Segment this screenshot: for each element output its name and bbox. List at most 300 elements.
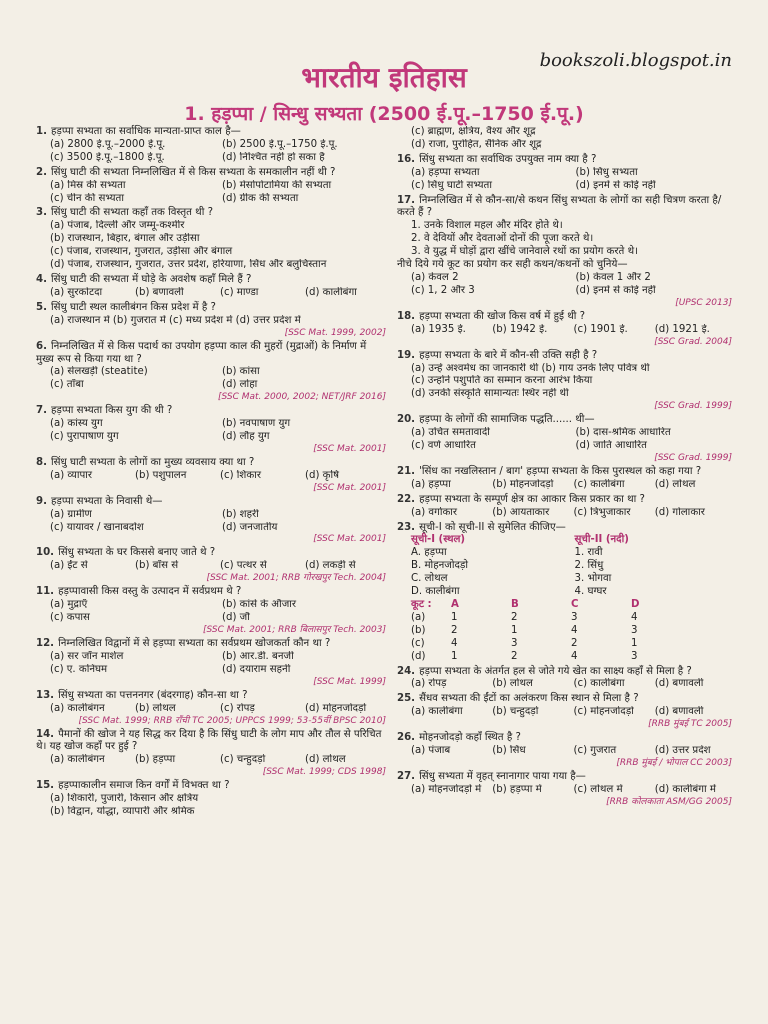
exam-source: [SSC Mat. 2001; RRB गोरखपुर Tech. 2004] [206,573,386,584]
answer-option: (a) कालीबंगन [50,754,105,766]
exam-source: [RRB मुंबई TC 2005] [648,719,732,730]
question-number: 10. [36,547,55,559]
question-stem: सिंधु सभ्यता के घर किससे बनाए जाते थे ? [58,547,216,559]
code-cell: 4 [571,624,578,636]
question-number: 27. [397,770,416,782]
answer-option: (c) रोपड़ [220,702,255,714]
question-text [397,414,732,427]
question-stem: सिंधु सभ्यता में वृहत् स्नानागार पाया गया है— [419,770,586,782]
answer-option: (d) इनमें से कोई नहीं [575,284,656,296]
question-stem: पैमानों की खोज ने यह सिद्ध कर दिया है कि सिंधु घाटी के लोग माप और तौल से परिचित थे। यह खोज कहाँ पर हुई ? [36,728,382,753]
question-text [36,690,386,703]
code-table [397,599,732,664]
answer-option: (d) गोलाकार [654,506,705,518]
answer-option: (a) ग्रामीण [50,508,92,520]
option-group [36,220,386,272]
question-block [397,350,732,413]
exam-source: [RRB कोलकाता ASM/GG 2005] [606,796,732,807]
code-cell: 3 [631,624,638,636]
answer-option: (d) लोहा [222,379,258,391]
answer-option: (b) नवपाषाण युग [222,418,291,430]
answer-option: (c) त्रिभुजाकार [573,506,631,518]
answer-option: (d) जनजातीय [222,521,278,533]
answer-option: (c) ब्राह्मण, क्षत्रिय, वैश्य और शूद्र [411,126,536,137]
answer-option: (a) उन्हें अश्वमेध का जानकारी थी (b) गाय उनके लिए पवित्र थी [411,362,650,374]
answer-option: (d) कृषि [305,469,340,481]
code-cell: 1 [451,611,458,623]
question-stem: निम्नलिखित में से कौन-सा/से कथन सिंधु सभ्यता के लोगों का सही चित्रण करता है/करते हैं ? [397,194,722,219]
list-2-item: 1. रावी [574,547,603,559]
code-row [411,651,732,664]
answer-option: (d) बणावली [654,678,704,690]
option-group [36,315,386,328]
question-text [397,466,732,479]
question-stem: सिंधु सभ्यता का सर्वाधिक उपयुक्त नाम क्या है ? [419,153,597,165]
question-text [36,341,386,367]
question-number: 4. [36,273,47,285]
answer-option: (c) सिंधु घाटी सभ्यता [411,179,492,191]
question-stem: निम्नलिखित विद्वानों में से हड़प्पा सभ्यता का सर्वप्रथम खोजकर्ता कौन था ? [58,638,331,649]
option-group [36,509,386,535]
question-number: 23. [397,521,416,533]
answer-option: (a) सर जॉन मार्शल [50,650,124,662]
option-group [397,784,732,797]
option-group [397,272,732,298]
option-group [397,507,732,520]
code-row [411,638,732,651]
question-block [397,466,732,492]
question-text [397,522,732,535]
answer-option: (d) उत्तर प्रदेश [654,745,711,757]
option-group [36,793,386,819]
question-number: 11. [36,586,55,598]
code-cell: 4 [571,650,578,662]
question-stem: सिंधु घाटी स्थल कालीबंगन किस प्रदेश में है ? [50,301,216,313]
answer-option: (d) लौह युग [222,431,270,443]
question-number: 13. [36,689,55,701]
answer-option: (c) गुजरात [573,745,617,757]
list-1-heading: सूची-I (स्थल) [411,534,466,546]
list-2-item: 4. घग्घर [574,586,607,598]
question-instruction: नीचे दिये गये कूट का प्रयोग कर सही कथन/कथनों को चुनिये— [397,259,628,271]
match-table [397,534,732,599]
answer-option: (c) माण्डा [220,286,259,298]
answer-option: (a) हड़प्पा सभ्यता [411,166,480,178]
statement: 2. वे देवियों और देवताओं दोनों की पूजा करते थे। [411,233,594,245]
exam-source: [SSC Mat. 1999; CDS 1998] [262,767,386,778]
answer-option: (b) बाँस से [135,560,179,572]
question-stem: हड़प्पा के लोगों की सामाजिक पद्धति...... थी— [419,414,595,426]
answer-option: (b) दास-श्रमिक आधारित [575,427,671,439]
left-column [36,126,386,821]
answer-option: (c) कालीबंगा [573,478,625,490]
option-group [397,167,732,193]
question-stem: सिंधु घाटी की सभ्यता में घोड़े के अवशेष कहाँ मिले हैं ? [50,273,252,285]
option-group [36,180,386,206]
list-1-item: B. मोहनजोदड़ो [411,560,468,572]
code-cell: 4 [631,611,638,623]
question-text [397,693,732,706]
question-number: 14. [36,728,55,740]
exam-source: [SSC Mat. 2001] [313,534,386,545]
page-title: भारतीय इतिहास [301,61,467,94]
question-stem: हड़प्पा सभ्यता किस युग की थी ? [50,405,173,417]
question-stem: 'सिंध का नखलिस्तान / बाग' हड़प्पा सभ्यता के किस पुरास्थल को कहा गया ? [419,465,702,477]
question-block [36,547,386,584]
answer-option: (c) पुरापाषाण युग [50,431,119,443]
answer-option: (a) व्यापार [50,469,93,481]
answer-option: (c) वर्ण आधारित [411,440,476,452]
code-cell: 1 [451,650,458,662]
question-block [36,586,386,636]
code-cell: 1 [511,624,518,636]
option-group [36,754,386,767]
answer-option: (a) मिस्र की सभ्यता [50,179,126,191]
question-block [36,780,386,819]
code-cell: 2 [571,637,578,649]
code-header-row [411,599,732,612]
option-group [397,745,732,758]
answer-option: (c) ताँबा [50,379,84,391]
question-stem: सिंधु घाटी की सभ्यता निम्नलिखित में से किस सभ्यता के समकालीन नहीं थी ? [50,166,336,178]
question-number: 3. [36,207,47,219]
answer-option: (a) ईंट से [50,560,88,572]
answer-option: (b) कांसा [222,366,260,378]
question-number: 25. [397,693,416,705]
answer-option: (b) पशुपालन [135,469,187,481]
answer-option: (c) चीन की सभ्यता [50,192,124,204]
question-text [397,666,732,679]
answer-option: (d) मोहनजोदड़ो [305,702,367,714]
answer-option: (d) जौ [222,612,250,624]
answer-option: (b) शहरी [222,508,259,520]
question-text [36,405,386,418]
question-block [397,311,732,348]
answer-option: (b) 1942 ई. [492,323,548,335]
answer-option: (b) हड़प्पा [135,754,176,766]
question-number: 2. [36,166,47,178]
exam-source: [SSC Mat. 2001] [313,443,386,454]
answer-option: (c) उन्होंने पशुपति का सम्मान करना आरंभ किया [411,375,593,387]
exam-source: [SSC Mat. 1999, 2002] [284,327,386,338]
answer-option: (d) 1921 ई. [654,323,710,335]
question-block [397,732,732,769]
exam-source: [SSC Mat. 2001] [313,482,386,493]
question-block [397,666,732,692]
question-block [397,126,732,152]
code-cell: (b) [411,624,426,636]
question-stem: हड़प्पा सभ्यता के सम्पूर्ण क्षेत्र का आकार किस प्रकार का था ? [419,493,645,505]
question-stem: हड़प्पा सभ्यता का सर्वाधिक मान्यता-प्राप्त काल है— [50,126,241,137]
list-1-item: D. कालीबंगा [411,586,460,598]
answer-option: (a) मोहनजोदड़ो में [411,783,482,795]
question-block [36,302,386,339]
question-block [397,693,732,730]
question-text [397,154,732,167]
answer-option: (b) आयताकार [492,506,550,518]
code-header-cell: D [631,599,640,610]
answer-option: (c) कालीबंगा [573,678,625,690]
option-group [36,651,386,677]
answer-option: (d) ग्रीक की सभ्यता [222,192,299,204]
answer-option: (a) राजस्थान में (b) गुजरात में (c) मध्य प्रदेश में (d) उत्तर प्रदेश में [50,314,301,326]
question-block [36,496,386,546]
answer-option: (d) निश्चित नहीं हो सका है [222,151,325,163]
question-text [36,586,386,599]
answer-option: (d) इनमें से कोई नहीं [575,179,656,191]
answer-option: (d) राजा, पुरोहित, सैनिक और शूद्र [411,138,542,150]
answer-option: (d) कालीबंगा [305,286,357,298]
site-watermark: bookszoli.blogspot.in [539,50,732,71]
answer-option: (a) सेलखड़ी (steatite) [50,366,148,378]
question-stem: सिंधु घाटी सभ्यता के लोगों का मुख्य व्यवसाय क्या था ? [50,456,255,468]
question-number: 8. [36,456,47,468]
code-header-cell: B [511,599,519,610]
answer-option: (d) पंजाब, राजस्थान, गुजरात, उत्तर प्रदेश, हरियाणा, सिंध और बलुचिस्तान [50,259,327,271]
question-text [397,195,732,221]
question-block [397,414,732,464]
question-stem: मोहनजोदड़ो कहाँ स्थित है ? [419,732,521,744]
code-row [411,612,732,625]
question-number: 24. [397,665,416,677]
answer-option: (a) 2800 ई.पू.–2000 ई.पू. [50,138,166,150]
answer-option: (a) पंजाब [411,745,451,757]
exam-source: [SSC Mat. 1999] [313,676,386,687]
answer-option: (a) वर्गाकार [411,506,458,518]
exam-source: [SSC Grad. 1999] [654,452,732,463]
question-text [397,732,732,745]
answer-option: (a) हड़प्पा [411,478,451,490]
question-text [36,457,386,470]
answer-option: (a) पंजाब, दिल्ली और जम्मू-कश्मीर [50,220,185,232]
answer-option: (c) कपास [50,612,90,624]
option-group [397,363,732,402]
code-cell: 3 [631,650,638,662]
question-block [36,729,386,779]
exam-source: [SSC Grad. 2004] [654,336,732,347]
answer-option: (c) ए. कनिंघम [50,663,108,675]
option-group [397,126,732,152]
option-group [36,599,386,625]
code-cell: 3 [571,611,578,623]
code-cell: (d) [411,650,426,662]
answer-option: (b) चन्हुदड़ो [492,706,539,718]
exam-source: [RRB मुंबई / भोपाल CC 2003] [616,757,732,768]
question-text [36,274,386,287]
exam-source: [UPSC 2013] [675,297,732,308]
list-1-item: A. हड़प्पा [411,547,447,559]
question-number: 6. [36,340,47,352]
question-number: 5. [36,301,47,313]
question-number: 1. [36,126,47,137]
answer-option: (b) मेसोपोटामिया की सभ्यता [222,179,332,191]
exam-source: [SSC Grad. 1999] [654,401,732,412]
question-block [397,522,732,664]
answer-option: (c) यायावर / खानाबदोश [50,521,144,533]
answer-option: (a) 1935 ई. [411,323,466,335]
question-number: 26. [397,732,416,744]
answer-option: (c) शिकार [220,469,261,481]
question-stem: हड़प्पा सभ्यता के बारे में कौन-सी उक्ति सही है ? [419,349,598,361]
code-cell: (a) [411,611,426,623]
option-group [36,366,386,392]
code-row [411,625,732,638]
answer-option: (b) बणावली [135,286,184,298]
answer-option: (b) लोथल [492,678,533,690]
answer-option: (a) कालीबंगा [411,706,463,718]
question-stem: हड़प्पावासी किस वस्तु के उत्पादन में सर्वप्रथम थे ? [58,586,242,598]
answer-option: (c) पत्थर से [220,560,267,572]
question-text [36,167,386,180]
question-block [397,154,732,193]
answer-option: (d) लोथल [654,478,696,490]
exam-source: [SSC Mat. 1999; RRB राँची TC 2005; UPPCS 1999; 53-55वीं BPSC 2010] [78,715,386,726]
option-group [36,560,386,573]
code-header-cell: A [451,599,459,610]
code-cell: 2 [511,611,518,623]
list-2-item: 2. सिंधु [574,560,604,572]
question-text [36,302,386,315]
question-stem: सैंधव सभ्यता की ईंटों का अलंकरण किस स्थान से मिला है ? [419,693,639,705]
question-block [36,638,386,688]
answer-option: (d) दयाराम सहनी [222,663,291,675]
answer-option: (a) सुरकोटदा [50,286,103,298]
question-text [397,311,732,324]
code-cell: 1 [631,637,638,649]
answer-option: (b) मोहनजोदड़ो [492,478,554,490]
statement-list [397,220,732,259]
answer-option: (b) 2500 ई.पू.–1750 ई.पू. [222,138,338,150]
list-2-heading: सूची-II (नदी) [574,534,629,546]
question-block [397,771,732,808]
question-number: 22. [397,493,416,505]
right-column [397,126,732,810]
answer-option: (b) सिंधु सभ्यता [575,166,638,178]
question-block [36,341,386,404]
question-number: 18. [397,310,416,322]
statement: 3. वे युद्ध में घोड़ों द्वारा खींचे जानेवाले रथों का प्रयोग करते थे। [411,246,638,258]
question-block [397,494,732,520]
statement: 1. उनके विशाल महल और मंदिर होते थे। [411,220,563,232]
answer-option: (c) लोथल में [573,783,623,795]
question-block [36,126,386,165]
answer-option: (a) कांस्य युग [50,418,103,430]
code-header-cell: कूट : [411,599,432,610]
answer-option: (a) केवल 2 [411,271,459,283]
question-number: 16. [397,153,416,165]
answer-option: (d) उनकी संस्कृति सामान्यतः स्थिर नहीं थी [411,388,569,400]
question-text [36,547,386,560]
code-cell: 3 [511,637,518,649]
answer-option: (b) आर.डी. बनर्जी [222,650,294,662]
answer-option: (c) 3500 ई.पू.–1800 ई.पू. [50,151,165,163]
option-group [36,139,386,165]
option-group [36,418,386,444]
answer-option: (a) कालीबंगन [50,702,105,714]
question-number: 17. [397,194,416,206]
answer-option: (b) केवल 1 और 2 [575,271,651,283]
question-stem: सूची-I को सूची-II से सुमेलित कीजिए— [419,521,566,533]
answer-option: (c) 1901 ई. [573,323,628,335]
question-stem: हड़प्पा सभ्यता के निवासी थे— [50,495,163,507]
question-text [36,126,386,139]
answer-option: (a) रोपड़ [411,678,447,690]
answer-option: (d) जाति आधारित [575,440,647,452]
question-text [397,771,732,784]
question-text [36,207,386,220]
question-number: 7. [36,405,47,417]
answer-option: (b) विद्वान, योद्धा, व्यापारी और श्रमिक [50,806,195,818]
question-number: 20. [397,414,416,426]
option-group [36,470,386,483]
question-block [36,690,386,727]
question-text [36,638,386,651]
option-group [397,427,732,453]
question-number: 12. [36,638,55,649]
question-number: 9. [36,495,47,507]
code-cell: (c) [411,637,425,649]
answer-option: (a) शिकारी, पुजारी, किसान और क्षत्रिय [50,793,199,805]
answer-option: (a) उचित समतावादी [411,427,490,439]
option-group [397,324,732,337]
question-block [36,457,386,494]
question-stem: हड़प्पा सभ्यता की खोज किस वर्ष में हुई थी ? [419,310,586,322]
answer-option: (c) 1, 2 और 3 [411,284,475,296]
question-text [397,494,732,507]
answer-option: (b) कांसे के औजार [222,599,297,611]
question-stem: निम्नलिखित में से किस पदार्थ का उपयोग हड़प्पा काल की मुहरों (मुद्राओं) के निर्माण में मुख्य रूप से किया गया था ? [36,340,367,365]
answer-option: (d) बणावली [654,706,704,718]
answer-option: (c) चन्हुदड़ो [220,754,266,766]
answer-option: (c) मोहनजोदड़ो [573,706,634,718]
answer-option: (b) लोथल [135,702,176,714]
option-group [36,703,386,716]
question-block [36,167,386,206]
option-group [397,678,732,691]
code-cell: 4 [451,637,458,649]
answer-option: (c) पंजाब, राजस्थान, गुजरात, उड़ीसा और बंगाल [50,246,233,258]
question-text [36,780,386,793]
question-number: 15. [36,780,55,792]
question-number: 21. [397,465,416,477]
answer-option: (d) लकड़ी से [305,560,356,572]
question-block [36,207,386,272]
question-stem: सिंधु घाटी की सभ्यता कहाँ तक विस्तृत थी ? [50,207,213,219]
option-group [397,706,732,719]
question-stem: हड़प्पाकालीन समाज किन वर्गों में विभक्त था ? [58,780,230,792]
option-group [36,287,386,300]
question-text [36,729,386,755]
exam-source: [SSC Mat. 2001; RRB बिलासपुर Tech. 2003] [203,625,386,635]
code-cell: 2 [451,624,458,636]
list-2-item: 3. भोगवा [574,573,612,585]
answer-option: (d) कालीबंगा में [654,783,716,795]
question-number: 19. [397,349,416,361]
answer-option: (b) हड़प्पा में [492,783,542,795]
question-stem: सिंधु सभ्यता का पत्तननगर (बंदरगाह) कौन-सा था ? [58,689,248,701]
question-block [36,274,386,300]
question-text [397,350,732,363]
question-stem: हड़प्पा सभ्यता के अंतर्गत हल से जोते गये खेत का साक्ष्य कहाँ से मिला है ? [419,665,692,677]
chapter-heading: 1. हड़प्पा / सिन्धु सभ्यता (2500 ई.पू.–1750 ई.पू.) [184,103,584,125]
code-header-cell: C [571,599,579,610]
question-block [36,405,386,455]
option-group [397,479,732,492]
answer-option: (a) मुद्राएँ [50,599,88,611]
code-cell: 2 [511,650,518,662]
answer-option: (b) राजस्थान, बिहार, बंगाल और उड़ीसा [50,233,200,245]
question-text [36,496,386,509]
